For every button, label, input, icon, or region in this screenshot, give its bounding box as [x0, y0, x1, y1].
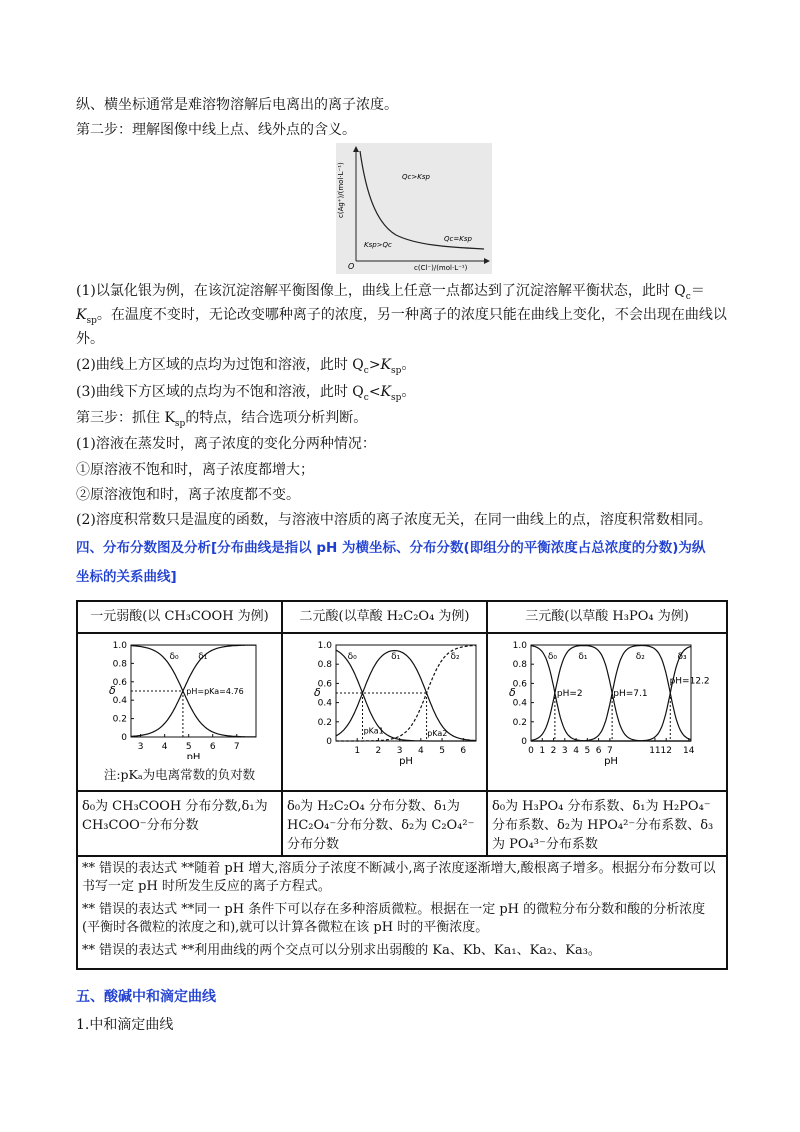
desc-triprotic: δ₀为 H₃PO₄ 分布系数、δ₁为 H₂PO₄⁻分布系数、δ₂为 HPO₄²⁻分布系数、δ₃为 PO₄³⁻分布系数	[487, 791, 727, 856]
x-tick-label: 3	[561, 746, 568, 756]
desc-monoprotic: δ₀为 CH₃COOH 分布分数,δ₁为 CH₃COO⁻分布分数	[77, 791, 282, 856]
pka1-label: pKa1	[363, 726, 384, 736]
section4-title: 四、分布分数图及分析[分布曲线是指以 pH 为横坐标、分布分数(即组分的平衡浓度占总浓度的分数)为纵	[76, 540, 706, 556]
fig1-ylabel: c(Ag⁺)/(mol·L⁻¹)	[337, 162, 345, 218]
x-tick-label: 1	[538, 746, 545, 756]
series-delta1-line	[336, 651, 476, 741]
intro-line: 纵、横坐标通常是难溶物溶解后电离出的离子浓度。	[76, 97, 398, 113]
series-delta0-label: δ₀	[168, 652, 179, 662]
chart-triprotic	[495, 637, 720, 777]
x-tick-label: 4	[417, 746, 424, 756]
series-delta0-line	[336, 650, 476, 741]
x-tick-label: 2	[550, 746, 556, 756]
y-axis-label: δ	[108, 684, 116, 697]
y-tick-label: 0.2	[512, 717, 527, 728]
y-tick-label: 0.2	[112, 714, 127, 725]
y-tick-label: 0.6	[112, 677, 127, 688]
x-tick-label: 11	[648, 746, 661, 756]
x-tick-label: 7	[233, 742, 240, 752]
pka-note: 注:pKₐ为电离常数的负对数	[103, 767, 256, 782]
note-2: ** 错误的表达式 **同一 pH 条件下可以存在多种溶质微粒。根据在一定 pH 的微粒分布分数和酸的分析浓度(平衡时各微粒的浓度之和),就可以计算各微粒在该 pH 时的平衡浓度。	[82, 902, 706, 935]
pka2-annotation: pH=7.1	[612, 688, 648, 699]
y-tick-label: 0.8	[512, 660, 527, 671]
unsat-line: ①原溶液不饱和时，离子浓度都增大；	[76, 462, 314, 478]
fig1-origin: O	[348, 262, 355, 271]
fig1-label-on: Qc=Ksp	[444, 235, 472, 243]
header-triprotic: 三元酸(以草酸 H₃PO₄ 为例)	[487, 601, 727, 633]
x-tick-label: 6	[209, 742, 216, 752]
x-tick-label: 3	[396, 746, 403, 756]
para1-line3: 外。	[76, 331, 104, 347]
header-diprotic: 二元酸(以草酸 H₂C₂O₄ 为例)	[282, 601, 487, 633]
item1-line: 1.中和滴定曲线	[76, 1017, 174, 1033]
x-tick-label: 14	[682, 746, 694, 756]
step3-line: 第三步：抓住 $K_{sp}$的特点，结合选项分析判断。	[76, 410, 368, 429]
chart-triprotic-cell	[487, 633, 727, 791]
y-tick-label: 1.0	[317, 641, 332, 651]
x-tick-label: 4	[572, 746, 579, 756]
x-tick-label: 0	[527, 746, 534, 756]
y-tick-label: 1.0	[112, 641, 127, 651]
x-axis-label: pH	[603, 756, 618, 767]
x-tick-label: 4	[161, 742, 168, 752]
series-delta1-label: δ₁	[390, 652, 400, 662]
y-tick-label: 0	[520, 737, 527, 747]
notes-cell	[77, 856, 727, 969]
x-tick-label: 7	[606, 746, 613, 756]
chart-diprotic-cell	[282, 633, 487, 791]
series-delta2-label: δ₂	[450, 652, 460, 662]
sat-line: ②原溶液饱和时，离子浓度都不变。	[76, 487, 300, 503]
x-tick-label: 12	[659, 746, 672, 756]
ksp-curve-figure	[336, 143, 492, 274]
y-tick-label: 0.4	[317, 698, 332, 709]
note-1: ** 错误的表达式 **随着 pH 增大,溶质分子浓度不断减小,离子浓度逐渐增大,酸根离子增多。根据分布分数可以书写一定 pH 时所发生反应的离子方程式。	[82, 861, 716, 894]
para1-line1: (1)以氯化银为例，在该沉淀溶解平衡图像上，曲线上任意一点都达到了沉淀溶解平衡状态，此时 $Q_c=$	[76, 283, 705, 302]
para1-line2: $K_{sp}$。在温度不变时，无论改变哪种离子的浓度，另一种离子的浓度只能在曲线上变化，不会出现在曲线以	[76, 307, 727, 326]
y-tick-label: 0.4	[512, 698, 527, 709]
series-delta2-label: δ₂	[635, 652, 645, 662]
y-tick-label: 0.4	[112, 696, 127, 707]
header-monoprotic: 一元弱酸(以 CH₃COOH 为例)	[77, 601, 282, 633]
series-delta3-label: δ₃	[676, 652, 687, 662]
pka-annotation: pH=pKa=4.76	[185, 687, 244, 696]
pka2-label: pKa2	[426, 729, 447, 739]
fig1-label-below: Ksp>Qc	[364, 241, 392, 249]
y-axis-label: δ	[313, 686, 321, 699]
x-tick-label: 5	[438, 746, 445, 756]
y-tick-label: 0.8	[112, 659, 127, 670]
x-tick-label: 6	[595, 746, 601, 756]
fig1-label-above: Qc>Ksp	[402, 173, 430, 181]
chart-diprotic	[290, 637, 480, 777]
chart-monoprotic-cell	[77, 633, 282, 791]
pka3-annotation: pH=12.2	[669, 676, 710, 687]
series-delta0-label: δ₀	[547, 652, 557, 662]
pka1-annotation: pH=2	[556, 688, 583, 699]
x-axis-label: pH	[186, 752, 200, 759]
y-tick-label: 0.6	[317, 679, 332, 690]
section5-title: 五、酸碱中和滴定曲线	[76, 989, 216, 1005]
desc-diprotic: δ₀为 H₂C₂O₄ 分布分数、δ₁为 HC₂O₄⁻分布分数、δ₂为 C₂O₄²⁻分布分数	[282, 791, 487, 856]
section4-title-cont: 坐标的关系曲线]	[76, 569, 177, 585]
chart-monoprotic	[85, 637, 275, 759]
x-tick-label: 3	[137, 742, 143, 752]
x-tick-label: 6	[459, 746, 466, 756]
evap-line: (1)溶液在蒸发时，离子浓度的变化分两种情况：	[76, 436, 376, 452]
x-tick-label: 1	[353, 746, 360, 756]
y-tick-label: 0	[120, 733, 127, 743]
series-delta1-label: δ₁	[197, 652, 207, 662]
y-tick-label: 0.6	[512, 679, 527, 690]
y-axis-label: δ	[508, 686, 516, 699]
x-tick-label: 5	[583, 746, 590, 756]
distribution-table	[76, 600, 728, 970]
series-delta1-label: δ₁	[577, 652, 587, 662]
x-tick-label: 2	[375, 746, 381, 756]
step2-line: 第二步：理解图像中线上点、线外点的含义。	[76, 122, 356, 138]
y-tick-label: 0.8	[317, 660, 332, 671]
y-tick-label: 0.2	[317, 717, 332, 728]
note-3: ** 错误的表达式 **利用曲线的两个交点可以分别求出弱酸的 Ka、Kb、Ka₁、Ka₂、Ka₃。	[82, 943, 601, 958]
y-tick-label: 1.0	[512, 641, 527, 651]
para2-line: (2)曲线上方区域的点均为过饱和溶液，此时 $Q_c>K_{sp}$。	[76, 357, 416, 376]
fig1-xlabel: c(Cl⁻)/(mol·L⁻¹)	[414, 264, 468, 272]
para3-line: (3)曲线下方区域的点均为不饱和溶液，此时 $Q_c<K_{sp}$。	[76, 384, 416, 403]
x-tick-label: 5	[185, 742, 192, 752]
y-tick-label: 0	[325, 737, 332, 747]
ksp-temp-line: (2)溶度积常数只是温度的函数，与溶液中溶质的离子浓度无关，在同一曲线上的点，溶度积常数相同。	[76, 512, 712, 528]
x-axis-label: pH	[398, 756, 413, 767]
series-delta0-label: δ₀	[347, 652, 357, 662]
